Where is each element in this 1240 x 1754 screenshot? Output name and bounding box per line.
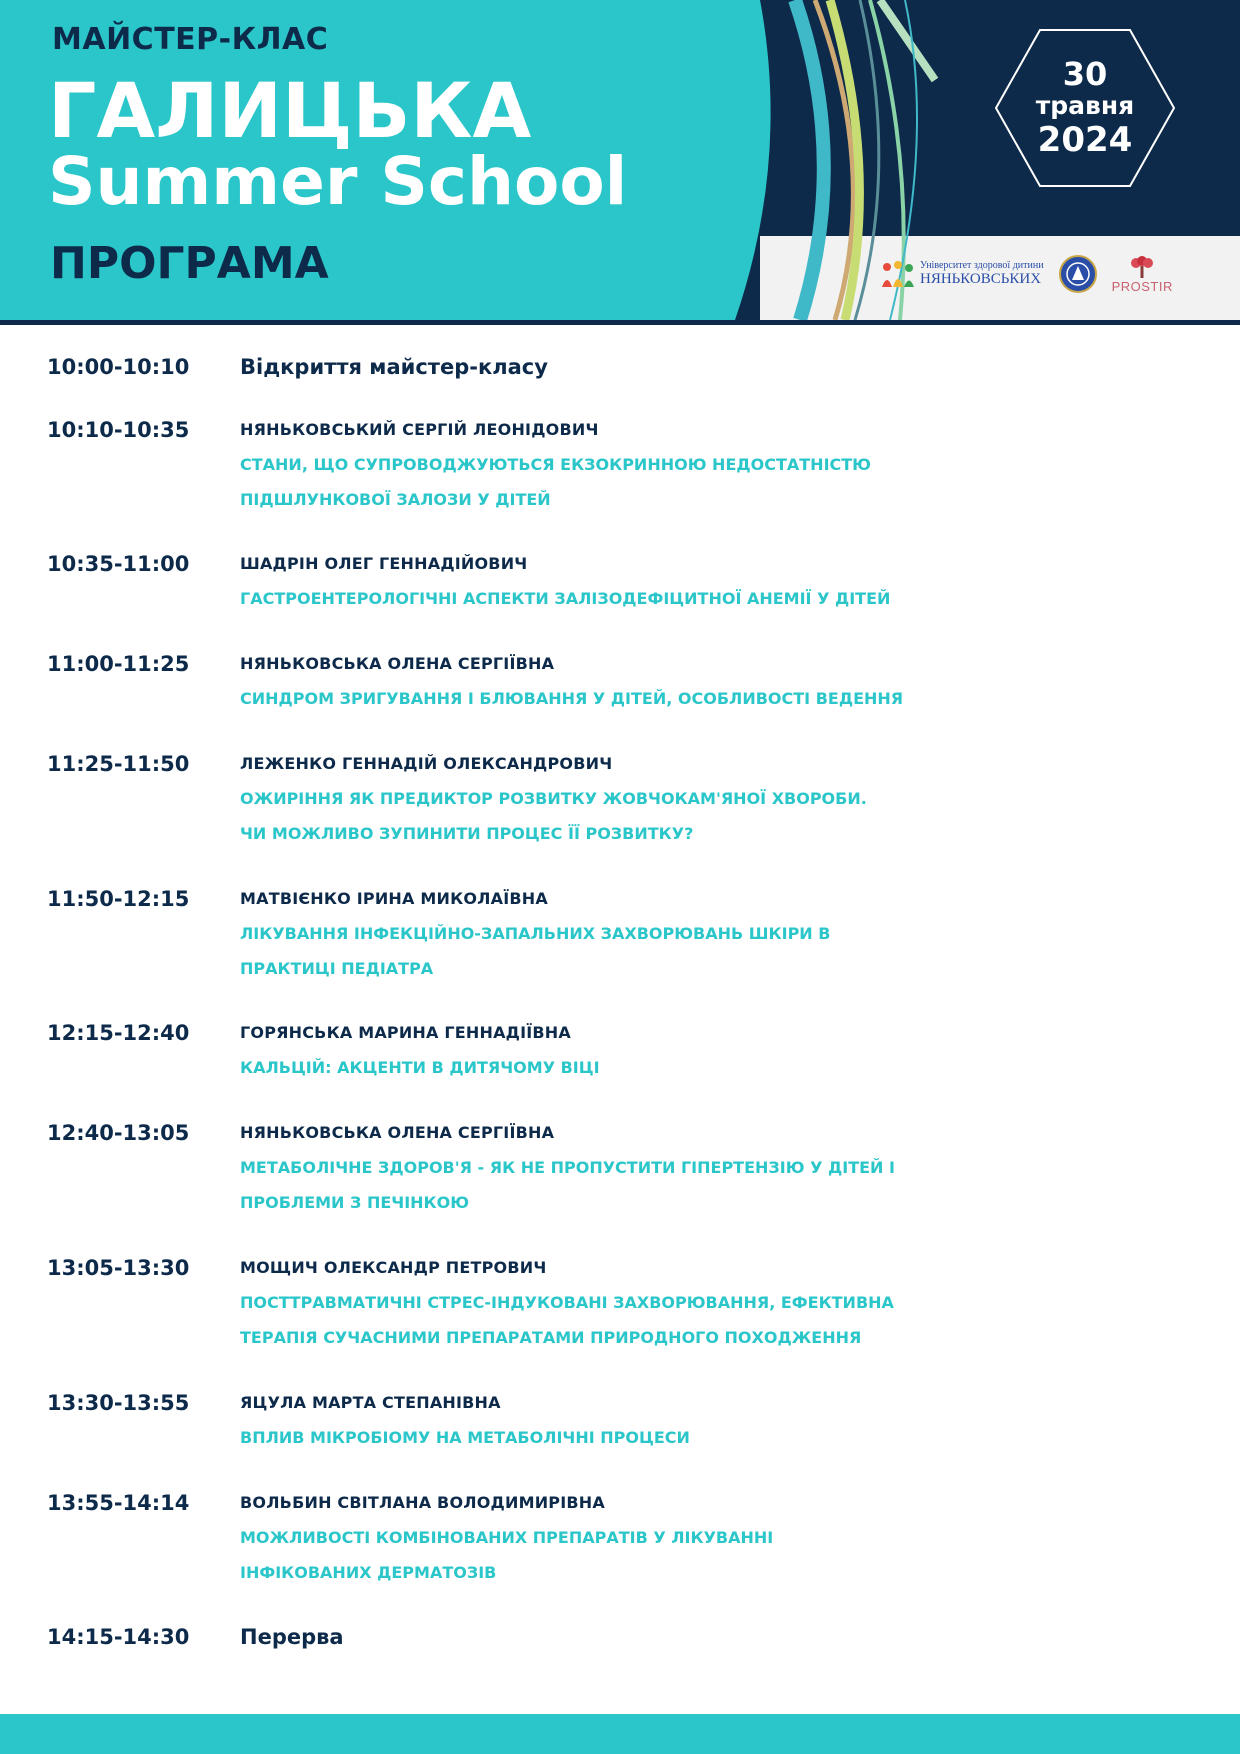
speaker-name: ГОРЯНСЬКА МАРИНА ГЕННАДІЇВНА xyxy=(240,1023,571,1042)
header-banner xyxy=(0,0,1240,325)
talk-topic-line: ВПЛИВ МІКРОБІОМУ НА МЕТАБОЛІЧНІ ПРОЦЕСИ xyxy=(240,1428,690,1447)
prostir-wordmark: PROSTIR xyxy=(1111,278,1173,294)
speaker-name: ЛЕЖЕНКО ГЕННАДІЙ ОЛЕКСАНДРОВИЧ xyxy=(240,754,613,773)
slot-time: 10:00-10:10 xyxy=(47,355,190,379)
footer-bar xyxy=(0,1714,1240,1754)
talk-topic-line: ПРАКТИЦІ ПЕДІАТРА xyxy=(240,959,434,978)
slot-time: 13:05-13:30 xyxy=(47,1256,190,1280)
talk-topic-line: СИНДРОМ ЗРИГУВАННЯ І БЛЮВАННЯ У ДІТЕЙ, ОСОБЛИВОСТІ ВЕДЕННЯ xyxy=(240,689,904,708)
talk-topic-line: ТЕРАПІЯ СУЧАСНИМИ ПРЕПАРАТАМИ ПРИРОДНОГО ПОХОДЖЕННЯ xyxy=(240,1328,862,1347)
speaker-name: ЯЦУЛА МАРТА СТЕПАНІВНА xyxy=(240,1393,501,1412)
slot-time: 13:55-14:14 xyxy=(47,1491,190,1515)
speaker-name: НЯНЬКОВСЬКА ОЛЕНА СЕРГІЇВНА xyxy=(240,1123,555,1142)
talk-topic-line: ІНФІКОВАНИХ ДЕРМАТОЗІВ xyxy=(240,1563,497,1582)
talk-topic-line: КАЛЬЦІЙ: АКЦЕНТИ В ДИТЯЧОМУ ВІЦІ xyxy=(240,1058,600,1077)
university-logo xyxy=(880,259,1044,289)
slot-time: 14:15-14:30 xyxy=(47,1625,190,1649)
speaker-name: ШАДРІН ОЛЕГ ГЕННАДІЙОВИЧ xyxy=(240,554,528,573)
speaker-name: МАТВІЄНКО ІРИНА МИКОЛАЇВНА xyxy=(240,889,548,908)
slot-time: 12:15-12:40 xyxy=(47,1021,190,1045)
slot-title: Відкриття майстер-класу xyxy=(240,355,548,379)
date-month: травня xyxy=(1035,91,1135,120)
slot-time: 11:00-11:25 xyxy=(47,652,190,676)
talk-topic-line: СТАНИ, ЩО СУПРОВОДЖУЮТЬСЯ ЕКЗОКРИННОЮ НЕДОСТАТНІСТЮ xyxy=(240,455,871,474)
university-tagline: Університет здорової дитини xyxy=(920,260,1044,271)
slot-time: 11:50-12:15 xyxy=(47,887,190,911)
partner-logos xyxy=(880,252,1173,296)
tree-icon xyxy=(1127,255,1157,279)
event-title-line1: ГАЛИЦЬКА xyxy=(48,66,532,155)
talk-topic-line: ЛІКУВАННЯ ІНФЕКЦІЙНО-ЗАПАЛЬНИХ ЗАХВОРЮВАНЬ ШКІРИ В xyxy=(240,924,831,943)
header-divider xyxy=(0,320,1240,324)
university-name: НЯНЬКОВСЬКИХ xyxy=(920,271,1042,287)
speaker-name: ВОЛЬБИН СВІТЛАНА ВОЛОДИМИРІВНА xyxy=(240,1493,605,1512)
prostir-logo xyxy=(1112,255,1173,294)
university-seal-icon xyxy=(1058,254,1098,294)
speaker-name: МОЩИЧ ОЛЕКСАНДР ПЕТРОВИЧ xyxy=(240,1258,547,1277)
slot-time: 11:25-11:50 xyxy=(47,752,190,776)
slot-time: 13:30-13:55 xyxy=(47,1391,190,1415)
program-heading: ПРОГРАМА xyxy=(50,238,329,289)
slot-time: 10:35-11:00 xyxy=(47,552,190,576)
children-figures-icon xyxy=(880,259,916,289)
date-day: 30 xyxy=(1062,55,1108,93)
talk-topic-line: ПІДШЛУНКОВОЇ ЗАЛОЗИ У ДІТЕЙ xyxy=(240,490,551,509)
slot-time: 10:10-10:35 xyxy=(47,418,190,442)
slot-time: 12:40-13:05 xyxy=(47,1121,190,1145)
talk-topic-line: ЧИ МОЖЛИВО ЗУПИНИТИ ПРОЦЕС ЇЇ РОЗВИТКУ? xyxy=(240,824,694,843)
date-year: 2024 xyxy=(1037,120,1133,160)
talk-topic-line: ПРОБЛЕМИ З ПЕЧІНКОЮ xyxy=(240,1193,470,1212)
talk-topic-line: ПОСТТРАВМАТИЧНІ СТРЕС-ІНДУКОВАНІ ЗАХВОРЮВАННЯ, ЕФЕКТИВНА xyxy=(240,1293,894,1312)
speaker-name: НЯНЬКОВСЬКИЙ СЕРГІЙ ЛЕОНІДОВИЧ xyxy=(240,420,599,439)
slot-title: Перерва xyxy=(240,1625,344,1649)
talk-topic-line: МОЖЛИВОСТІ КОМБІНОВАНИХ ПРЕПАРАТІВ У ЛІКУВАННІ xyxy=(240,1528,774,1547)
kicker-label: МАЙСТЕР-КЛАС xyxy=(52,22,329,57)
speaker-name: НЯНЬКОВСЬКА ОЛЕНА СЕРГІЇВНА xyxy=(240,654,555,673)
date-badge xyxy=(994,28,1176,188)
event-title-line2: Summer School xyxy=(48,143,628,220)
talk-topic-line: МЕТАБОЛІЧНЕ ЗДОРОВ'Я - ЯК НЕ ПРОПУСТИТИ ГІПЕРТЕНЗІЮ У ДІТЕЙ І xyxy=(240,1158,895,1177)
talk-topic-line: ГАСТРОЕНТЕРОЛОГІЧНІ АСПЕКТИ ЗАЛІЗОДЕФІЦИТНОЇ АНЕМІЇ У ДІТЕЙ xyxy=(240,589,891,608)
talk-topic-line: ОЖИРІННЯ ЯК ПРЕДИКТОР РОЗВИТКУ ЖОВЧОКАМ'ЯНОЇ ХВОРОБИ. xyxy=(240,789,867,808)
